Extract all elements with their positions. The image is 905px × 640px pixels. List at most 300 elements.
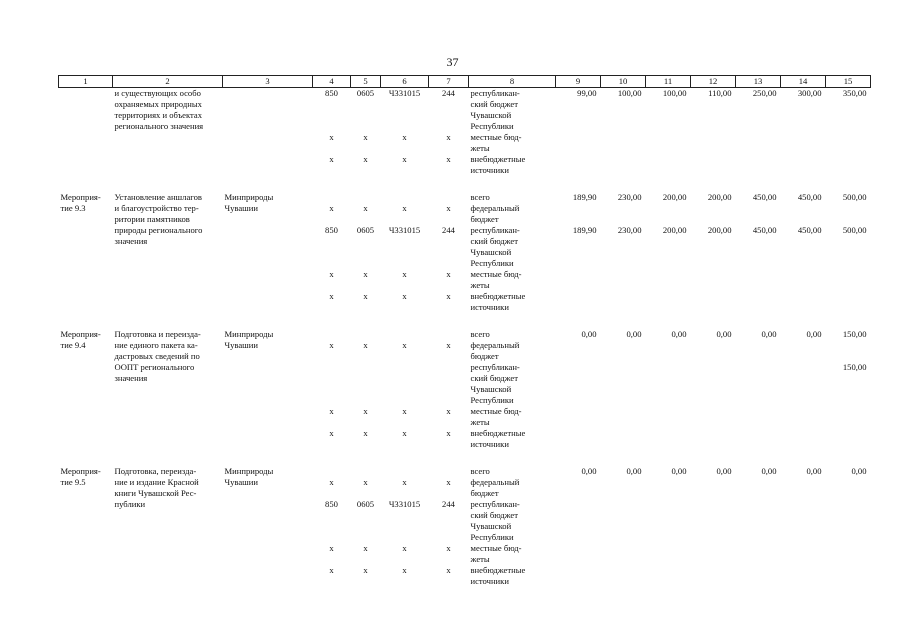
value-cell — [691, 428, 736, 439]
code-cell: х — [329, 340, 334, 350]
code-cell — [351, 554, 381, 565]
value-cell — [601, 510, 646, 521]
row-label-cell — [59, 543, 113, 554]
value-cell — [826, 214, 871, 225]
description-cell — [113, 417, 223, 428]
value-cell — [826, 510, 871, 521]
description-cell: регионального значения — [114, 121, 204, 131]
code-cell: х — [363, 477, 368, 487]
value-cell — [781, 576, 826, 587]
row-label-cell — [59, 417, 113, 428]
value-cell — [601, 99, 646, 110]
row-label-cell: тие 9.3 — [60, 203, 86, 213]
code-cell: х — [446, 269, 451, 279]
value-cell: 100,00 — [662, 88, 687, 98]
value-cell — [781, 532, 826, 543]
description-cell: и благоустройство тер- — [114, 203, 199, 213]
code-cell — [381, 236, 429, 247]
value-cell — [691, 291, 736, 302]
value-cell — [601, 362, 646, 373]
value-cell — [691, 340, 736, 351]
value-cell — [826, 532, 871, 543]
value-cell — [601, 247, 646, 258]
value-cell — [601, 121, 646, 132]
code-cell: х — [329, 203, 334, 213]
code-cell — [313, 313, 351, 329]
description-cell — [113, 313, 223, 329]
code-cell — [313, 280, 351, 291]
value-cell — [691, 439, 736, 450]
code-cell — [351, 280, 381, 291]
source-cell: всего — [470, 329, 490, 339]
value-cell — [736, 132, 781, 143]
code-cell — [429, 236, 469, 247]
value-cell: 0,00 — [806, 466, 822, 476]
row-label-cell — [59, 269, 113, 280]
description-cell — [113, 565, 223, 576]
value-cell — [826, 477, 871, 488]
value-cell — [601, 203, 646, 214]
value-cell — [556, 214, 601, 225]
source-cell: Республики — [470, 395, 514, 405]
value-cell — [646, 121, 691, 132]
code-cell — [381, 362, 429, 373]
code-cell — [351, 351, 381, 362]
responsible-cell — [223, 450, 313, 466]
value-cell — [691, 280, 736, 291]
value-cell — [601, 477, 646, 488]
column-header: 14 — [781, 76, 826, 88]
value-cell — [781, 477, 826, 488]
value-cell — [781, 236, 826, 247]
code-cell — [381, 384, 429, 395]
table-row — [59, 362, 871, 373]
code-cell: х — [402, 291, 407, 301]
description-cell — [113, 510, 223, 521]
code-cell — [429, 302, 469, 313]
value-cell — [556, 554, 601, 565]
code-cell: х — [446, 406, 451, 416]
responsible-cell — [223, 439, 313, 450]
description-cell — [113, 291, 223, 302]
value-cell: 110,00 — [708, 88, 732, 98]
value-cell: 250,00 — [752, 88, 777, 98]
value-cell — [691, 121, 736, 132]
value-cell — [601, 280, 646, 291]
table-row — [59, 450, 871, 466]
value-cell — [736, 417, 781, 428]
code-cell — [429, 466, 469, 477]
source-cell: жеты — [470, 143, 490, 153]
source-cell: местные бюд- — [470, 543, 522, 553]
code-cell: х — [329, 477, 334, 487]
column-header: 5 — [351, 76, 381, 88]
value-cell: 100,00 — [617, 88, 642, 98]
row-label-cell — [59, 532, 113, 543]
value-cell — [736, 340, 781, 351]
code-cell — [381, 143, 429, 154]
value-cell — [826, 384, 871, 395]
source-cell: жеты — [470, 554, 490, 564]
code-cell — [313, 417, 351, 428]
code-cell — [381, 165, 429, 176]
row-label-cell — [59, 236, 113, 247]
value-cell: 450,00 — [797, 192, 822, 202]
value-cell — [601, 258, 646, 269]
value-cell — [781, 291, 826, 302]
table-row — [59, 565, 871, 576]
value-cell — [646, 313, 691, 329]
source-cell: источники — [470, 302, 509, 312]
code-cell — [381, 258, 429, 269]
value-cell — [736, 439, 781, 450]
value-cell — [646, 302, 691, 313]
value-cell — [826, 406, 871, 417]
value-cell — [556, 291, 601, 302]
description-cell — [113, 143, 223, 154]
value-cell: 450,00 — [797, 225, 822, 235]
responsible-cell: Чувашии — [224, 340, 258, 350]
value-cell: 200,00 — [662, 225, 687, 235]
responsible-cell: Минприроды — [224, 466, 274, 476]
value-cell — [826, 340, 871, 351]
value-cell — [646, 417, 691, 428]
responsible-cell — [223, 165, 313, 176]
code-cell: 0605 — [356, 225, 375, 235]
table-row — [59, 466, 871, 477]
description-cell — [113, 176, 223, 192]
code-cell — [381, 466, 429, 477]
code-cell — [351, 192, 381, 203]
source-cell: федеральный — [470, 477, 520, 487]
value-cell — [826, 280, 871, 291]
value-cell: 500,00 — [842, 192, 867, 202]
row-label-cell — [59, 291, 113, 302]
code-cell — [381, 121, 429, 132]
value-cell: 0,00 — [716, 466, 732, 476]
code-cell: х — [402, 269, 407, 279]
value-cell — [781, 176, 826, 192]
row-label-cell — [59, 302, 113, 313]
value-cell — [781, 417, 826, 428]
column-header: 11 — [646, 76, 691, 88]
source-cell: республикан- — [470, 362, 520, 372]
value-cell — [736, 373, 781, 384]
value-cell — [736, 450, 781, 466]
row-label-cell: Мероприя- — [60, 192, 101, 202]
value-cell — [556, 428, 601, 439]
row-label-cell — [59, 488, 113, 499]
source-cell: ский бюджет — [470, 236, 518, 246]
value-cell — [601, 373, 646, 384]
code-cell — [351, 373, 381, 384]
description-cell — [113, 280, 223, 291]
row-label-cell — [59, 576, 113, 587]
code-cell — [351, 214, 381, 225]
value-cell — [826, 258, 871, 269]
code-cell — [429, 329, 469, 340]
code-cell — [351, 466, 381, 477]
responsible-cell — [223, 225, 313, 236]
code-cell: 0605 — [356, 499, 375, 509]
code-cell — [351, 417, 381, 428]
value-cell — [691, 406, 736, 417]
description-cell — [113, 428, 223, 439]
code-cell — [351, 488, 381, 499]
value-cell — [736, 143, 781, 154]
value-cell — [601, 565, 646, 576]
value-cell — [556, 532, 601, 543]
column-header: 2 — [113, 76, 223, 88]
table-row — [59, 214, 871, 225]
source-cell: Чувашской — [470, 247, 512, 257]
value-cell — [736, 565, 781, 576]
table-row — [59, 291, 871, 302]
code-cell: 850 — [325, 225, 338, 235]
code-cell: х — [402, 340, 407, 350]
table-row — [59, 543, 871, 554]
code-cell — [429, 521, 469, 532]
value-cell — [556, 313, 601, 329]
value-cell — [556, 384, 601, 395]
value-cell — [736, 176, 781, 192]
responsible-cell: Минприроды — [224, 192, 274, 202]
value-cell — [601, 165, 646, 176]
value-cell — [646, 543, 691, 554]
description-cell: ние единого пакета ка- — [114, 340, 198, 350]
source-cell: Республики — [470, 532, 514, 542]
description-cell: и существующих особо — [114, 88, 201, 98]
value-cell: 200,00 — [707, 192, 732, 202]
value-cell — [556, 510, 601, 521]
value-cell — [691, 302, 736, 313]
code-cell — [351, 450, 381, 466]
value-cell — [691, 488, 736, 499]
responsible-cell — [223, 543, 313, 554]
value-cell — [781, 165, 826, 176]
code-cell: х — [446, 428, 451, 438]
code-cell — [351, 247, 381, 258]
code-cell — [313, 329, 351, 340]
table-row — [59, 88, 871, 100]
table-row — [59, 329, 871, 340]
row-label-cell — [59, 384, 113, 395]
code-cell — [351, 165, 381, 176]
description-cell — [113, 258, 223, 269]
value-cell: 189,90 — [572, 225, 597, 235]
value-cell — [691, 165, 736, 176]
code-cell: Ч331015 — [388, 499, 421, 509]
value-cell — [826, 110, 871, 121]
table-row — [59, 576, 871, 587]
code-cell — [351, 313, 381, 329]
responsible-cell — [223, 132, 313, 143]
description-cell — [113, 165, 223, 176]
code-cell — [313, 384, 351, 395]
source-cell: внебюджетные — [470, 428, 526, 438]
code-cell — [381, 450, 429, 466]
value-cell — [601, 384, 646, 395]
code-cell — [313, 450, 351, 466]
value-cell — [646, 110, 691, 121]
value-cell — [691, 132, 736, 143]
value-cell — [826, 488, 871, 499]
code-cell — [313, 373, 351, 384]
responsible-cell — [223, 373, 313, 384]
row-label-cell — [59, 450, 113, 466]
source-cell: источники — [470, 165, 509, 175]
code-cell — [351, 302, 381, 313]
value-cell: 200,00 — [662, 192, 687, 202]
value-cell — [646, 565, 691, 576]
description-cell — [113, 521, 223, 532]
row-label-cell — [59, 225, 113, 236]
column-header: 15 — [826, 76, 871, 88]
code-cell: 244 — [442, 225, 455, 235]
value-cell — [736, 313, 781, 329]
value-cell — [691, 258, 736, 269]
source-cell: бюджет — [470, 214, 499, 224]
value-cell: 230,00 — [617, 225, 642, 235]
code-cell — [381, 554, 429, 565]
code-cell — [313, 121, 351, 132]
value-cell — [826, 121, 871, 132]
value-cell — [781, 269, 826, 280]
description-cell — [113, 450, 223, 466]
responsible-cell: Чувашии — [224, 477, 258, 487]
row-label-cell: тие 9.5 — [60, 477, 86, 487]
description-cell: значения — [114, 236, 148, 246]
responsible-cell — [223, 302, 313, 313]
code-cell — [429, 165, 469, 176]
value-cell — [691, 565, 736, 576]
value-cell — [736, 110, 781, 121]
value-cell — [556, 406, 601, 417]
column-header: 6 — [381, 76, 429, 88]
code-cell — [429, 439, 469, 450]
value-cell — [736, 576, 781, 587]
table-row — [59, 192, 871, 203]
source-cell — [469, 313, 556, 329]
value-cell — [556, 499, 601, 510]
table-row — [59, 384, 871, 395]
column-header: 4 — [313, 76, 351, 88]
code-cell — [351, 384, 381, 395]
row-label-cell — [59, 373, 113, 384]
row-label-cell — [59, 521, 113, 532]
value-cell — [691, 532, 736, 543]
code-cell — [351, 143, 381, 154]
code-cell: х — [363, 543, 368, 553]
value-cell — [646, 291, 691, 302]
value-cell: 0,00 — [626, 466, 642, 476]
code-cell — [313, 576, 351, 587]
table-row — [59, 121, 871, 132]
code-cell — [429, 121, 469, 132]
value-cell — [601, 439, 646, 450]
source-cell: Республики — [470, 258, 514, 268]
value-cell — [781, 351, 826, 362]
responsible-cell: Чувашии — [224, 203, 258, 213]
value-cell: 150,00 — [842, 362, 867, 372]
value-cell — [736, 236, 781, 247]
description-cell: значения — [114, 373, 148, 383]
table-row — [59, 554, 871, 565]
responsible-cell — [223, 269, 313, 280]
responsible-cell — [223, 488, 313, 499]
value-cell — [646, 258, 691, 269]
value-cell — [691, 554, 736, 565]
code-cell — [351, 121, 381, 132]
value-cell — [556, 121, 601, 132]
row-label-cell — [59, 428, 113, 439]
value-cell — [556, 488, 601, 499]
code-cell — [351, 99, 381, 110]
value-cell: 99,00 — [577, 88, 597, 98]
value-cell — [736, 121, 781, 132]
value-cell — [646, 532, 691, 543]
code-cell — [429, 351, 469, 362]
value-cell — [781, 203, 826, 214]
value-cell — [781, 214, 826, 225]
table-row — [59, 258, 871, 269]
responsible-cell — [223, 258, 313, 269]
responsible-cell — [223, 176, 313, 192]
code-cell — [351, 576, 381, 587]
value-cell — [556, 176, 601, 192]
code-cell: х — [329, 291, 334, 301]
value-cell — [736, 395, 781, 406]
source-cell — [469, 176, 556, 192]
value-cell — [556, 543, 601, 554]
value-cell — [556, 132, 601, 143]
code-cell — [313, 466, 351, 477]
value-cell — [781, 154, 826, 165]
value-cell: 0,00 — [581, 329, 597, 339]
code-cell: х — [402, 543, 407, 553]
value-cell: 0,00 — [851, 466, 867, 476]
value-cell — [646, 99, 691, 110]
source-cell: всего — [470, 466, 490, 476]
value-cell — [736, 269, 781, 280]
value-cell — [646, 576, 691, 587]
code-cell — [429, 417, 469, 428]
table-row — [59, 99, 871, 110]
budget-table — [58, 75, 871, 587]
value-cell: 450,00 — [752, 225, 777, 235]
value-cell — [556, 99, 601, 110]
value-cell — [826, 143, 871, 154]
source-cell: внебюджетные — [470, 565, 526, 575]
table-row — [59, 247, 871, 258]
value-cell — [691, 247, 736, 258]
row-label-cell — [59, 554, 113, 565]
code-cell — [313, 99, 351, 110]
responsible-cell — [223, 143, 313, 154]
responsible-cell — [223, 554, 313, 565]
row-label-cell — [59, 510, 113, 521]
value-cell — [691, 110, 736, 121]
code-cell — [381, 417, 429, 428]
responsible-cell — [223, 291, 313, 302]
row-label-cell — [59, 121, 113, 132]
description-cell: ритории памятников — [114, 214, 190, 224]
responsible-cell — [223, 99, 313, 110]
code-cell: 0605 — [356, 88, 375, 98]
value-cell — [691, 450, 736, 466]
value-cell — [601, 499, 646, 510]
code-cell: х — [363, 203, 368, 213]
